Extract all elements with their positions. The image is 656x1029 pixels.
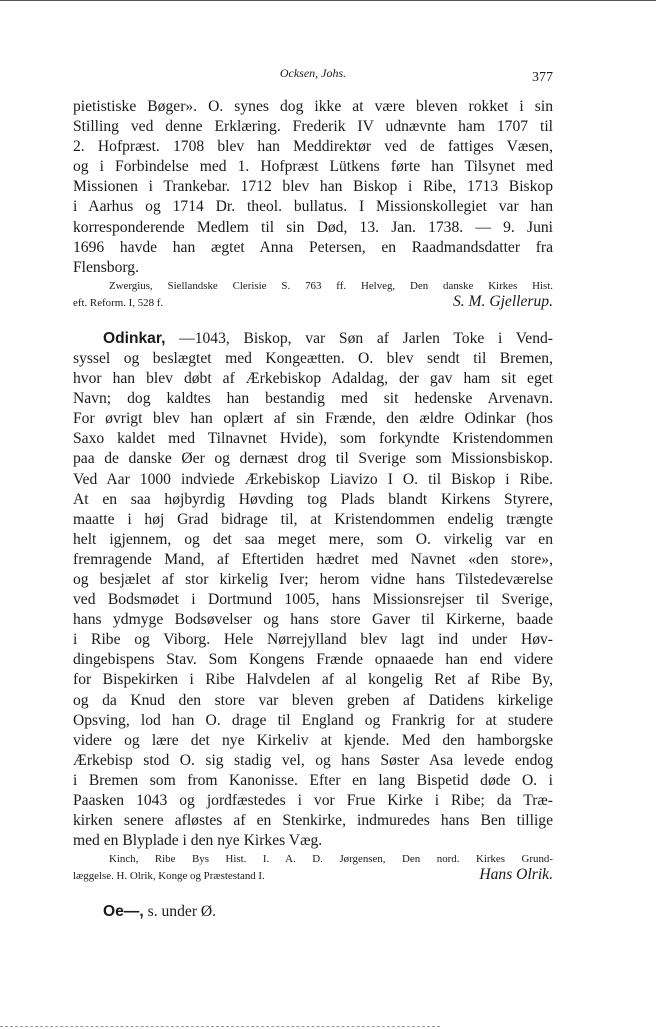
text-line: At en saa højbyrdig Høvding tog Plads blandt Kirkens Styrere, — [73, 490, 553, 508]
text-line: ved Bodsmødet i Dortmund 1005, hans Missionsrejser til Sverige, — [73, 591, 553, 609]
entry-ocksen-references — [73, 279, 553, 311]
text-line: kirken senere afløstes af en Stenkirke, indmuredes hans Ben tillige — [73, 812, 553, 830]
entry-spacer — [73, 884, 553, 902]
text-line: hvor han blev døbt af Ærkebiskop Adaldag, der gav ham sit eget — [73, 370, 553, 388]
entry-odinkar-first-line-text: —1043, Biskop, var Søn af Jarlen Toke i Vend- — [179, 329, 553, 347]
text-line: hans ydmyge Bodsøvelser og hans store Gaver til Kirkerne, baade — [73, 611, 553, 629]
entry-ocksen-text — [73, 97, 553, 278]
text-line: pietistiske Bøger». O. synes dog ikke at være bleven rokket i sin — [73, 98, 553, 115]
text-line: i Aarhus og 1714 Dr. theol. bullatus. I Missionskollegiet var han — [73, 198, 553, 216]
references-line: eft. Reform. I, 528 f. — [73, 296, 164, 309]
text-line: dingebispens Stav. Som Kongens Frænde opnaaede han end videre — [73, 651, 553, 669]
references-line: læggelse. H. Olrik, Konge og Præstestand I. — [73, 870, 265, 883]
text-line: syssel og beslægtet med Kongeætten. O. blev sendt til Bremen, — [73, 349, 553, 367]
entry-odinkar — [73, 329, 553, 884]
text-line: og besjælet af stor kirkelig Iver; herom vidne hans Tilstedeværelse — [73, 570, 553, 588]
text-line: 2. Hofpræst. 1708 blev han Meddirektør ved de fattiges Væsen, — [73, 138, 553, 156]
text-line: Paasken 1043 og jordfæstedes i vor Frue Kirke i Ribe; da Træ- — [73, 792, 553, 809]
entry-ocksen — [73, 97, 553, 311]
entry-spacer — [73, 311, 553, 329]
entry-odinkar-references — [73, 852, 553, 884]
references-line: Kinch, Ribe Bys Hist. I. A. D. Jørgensen, Den nord. Kirkes Grund- — [109, 853, 553, 866]
bottom-edge-rule — [0, 1026, 440, 1027]
headword: Odinkar, — [103, 329, 166, 347]
text-line: helt igjennem, og det saa meget mere, som O. virkelig var en — [73, 530, 553, 548]
text-line: videre og lære det nye Kirkeliv at kjende. Med den hamborgske — [73, 731, 553, 749]
text-line: i Bremen som from Kanonisse. Efter en lang Bispetid døde O. i — [73, 771, 553, 789]
text-line: Flensborg. — [73, 258, 139, 276]
text-line: Missionen i Trankebar. 1712 blev han Biskop i Ribe, 1713 Biskop — [73, 178, 553, 196]
text-line: maatte i høj Grad bidrage til, at Kristendommen endelig trængte — [73, 510, 553, 528]
text-line: for Bispekirken i Ribe Halvdelen af al kongelig Ret af Ribe By, — [73, 671, 553, 689]
references-line: Zwergius, Siellandske Clerisie S. 763 ff. Helveg, Den danske Kirkes Hist. — [109, 279, 553, 292]
text-line: 1696 havde han ægtet Anna Petersen, en Raadmandsdatter fra — [73, 238, 553, 256]
entry-oe — [73, 902, 553, 922]
page-header — [73, 64, 553, 86]
author-signature: S. M. Gjellerup. — [452, 292, 553, 310]
author-signature: Hans Olrik. — [479, 866, 553, 884]
entry-oe-line — [73, 902, 553, 922]
headword: Oe—, — [103, 903, 144, 921]
text-line: For øvrigt blev han oplært af sin Frænde, den ældre Odinkar (hos — [73, 410, 553, 428]
text-line: og i Forbindelse med 1. Hofpræst Lütkens førte han Tilsynet med — [73, 158, 553, 176]
references-signature-row — [73, 294, 553, 311]
top-edge-rule — [0, 0, 656, 1]
text-line: med en Blyplade i den nye Kirkes Væg. — [73, 832, 323, 850]
entry-odinkar-text — [73, 349, 553, 851]
text-line: Opsving, lod han O. drage til England og Frankrig for at studere — [73, 711, 553, 729]
body-text — [73, 97, 553, 922]
entry-odinkar-first-line — [73, 329, 553, 349]
running-head: Ocksen, Johs. — [279, 66, 347, 80]
references-signature-row — [73, 867, 553, 884]
text-line: i Ribe og Viborg. Hele Nørrejylland blev lagt ind under Høv- — [73, 631, 553, 649]
text-line: Navn; dog kaldtes han bestandig med sit hedenske Arvenavn. — [73, 390, 553, 408]
text-line: Ved Aar 1000 indviede Ærkebiskop Liavizo I O. til Biskop i Ribe. — [73, 470, 553, 488]
cross-reference: s. under Ø. — [147, 903, 217, 921]
text-line: Saxo kaldet med Tilnavnet Hvide), som forkyndte Kristendommen — [73, 430, 553, 448]
page-number: 377 — [532, 70, 553, 85]
text-line: paa de danske Øer og dernæst drog til Sverige som Missionsbiskop. — [73, 450, 553, 468]
text-line: og da Knud den store var bleven greben af Datidens kirkelige — [73, 691, 553, 709]
text-line: Ærkebisp stod O. sig stadig vel, og hans Søster Asa levede endog — [73, 751, 553, 769]
text-line: fremragende Mand, af Eftertiden hædret med Navnet «den store», — [73, 550, 553, 568]
text-line: korresponderende Medlem til sin Død, 13. Jan. 1738. — 9. Juni — [73, 218, 553, 236]
text-line: Stilling ved denne Erklæring. Frederik IV udnævnte ham 1707 til — [73, 118, 553, 136]
